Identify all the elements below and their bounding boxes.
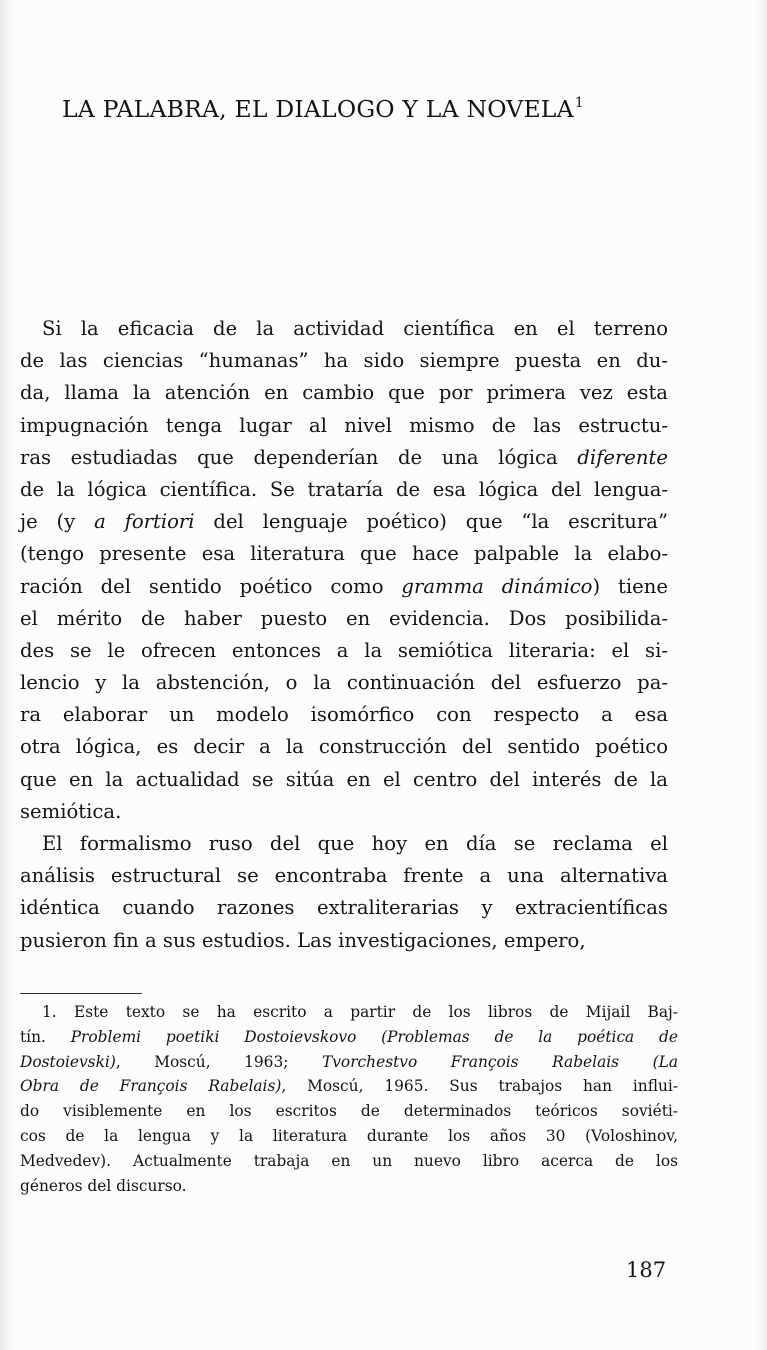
chapter-title: [62, 95, 702, 123]
footnote-line: géneros del discurso.: [20, 1176, 187, 1195]
footnote-segment: tín.: [20, 1027, 71, 1046]
footnote-line: Medvedev). Actualmente trabaja en un nuevo libro acerca de los: [20, 1151, 678, 1170]
body-line: de las ciencias “humanas” ha sido siempre puesta en du-: [20, 349, 668, 373]
body-line: da, llama la atención en cambio que por primera vez esta: [20, 381, 668, 405]
body-line: semiótica.: [20, 799, 122, 823]
body-italic-segment: gramma dinámico: [401, 574, 593, 598]
footnote-divider: [20, 993, 142, 994]
footnote-italic-segment: Dostoievski): [20, 1052, 116, 1071]
page-number: 187: [626, 1258, 667, 1282]
footnote-segment: , Moscú, 1965. Sus trabajos han influi-: [281, 1077, 678, 1096]
body-line: ra elaborar un modelo isomórfico con respecto a esa: [20, 703, 668, 727]
body-segment: je (y: [20, 510, 95, 534]
body-line: idéntica cuando razones extraliterarias y extracientíficas: [20, 896, 668, 920]
body-segment: del lenguaje poético) que “la escritura”: [194, 510, 668, 534]
body-line: lencio y la abstención, o la continuación del esfuerzo pa-: [20, 671, 668, 695]
body-line: des se le ofrecen entonces a la semiótica literaria: el si-: [20, 638, 668, 662]
body-italic-segment: diferente: [577, 445, 668, 469]
body-line: pusieron fin a sus estudios. Las investigaciones, empero,: [20, 928, 586, 952]
body-line: [20, 442, 668, 474]
footnote-segment: , Moscú, 1963;: [115, 1052, 322, 1071]
body-line: que en la actualidad se sitúa en el centro del interés de la: [20, 767, 668, 791]
footnote: [20, 1000, 678, 1198]
body-segment: ras estudiadas que dependerían de una lógica: [20, 445, 578, 469]
title-footnote-marker: 1: [574, 95, 584, 111]
body-line: otra lógica, es decir a la construcción del sentido poético: [20, 735, 668, 759]
body-segment: ración del sentido poético como: [20, 574, 402, 598]
footnote-italic-segment: Obra de François Rabelais): [20, 1077, 282, 1096]
body-line: [20, 506, 668, 538]
body-line: impugnación tenga lugar al nivel mismo de las estructu-: [20, 413, 668, 437]
body-line: El formalismo ruso del que hoy en día se reclama el: [42, 832, 668, 855]
body-line: de la lógica científica. Se trataría de esa lógica del lengua-: [20, 477, 668, 501]
body-italic-segment: a fortiori: [94, 510, 195, 534]
footnote-italic-segment: Problemi poetiki Dostoievskovo (Problemas de la poética de: [70, 1027, 678, 1046]
footnote-line: cos de la lengua y la literatura durante los años 30 (Voloshinov,: [20, 1126, 678, 1145]
body-line: (tengo presente esa literatura que hace palpable la elabo-: [20, 542, 668, 566]
body-segment: ) tiene: [592, 574, 668, 598]
footnote-line: 1. Este texto se ha escrito a partir de los libros de Mijail Baj-: [42, 1003, 678, 1021]
page-gutter-shadow: [0, 0, 16, 1350]
body-text: [20, 313, 668, 957]
body-line: Si la eficacia de la actividad científica en el terreno: [42, 317, 668, 340]
body-line: [20, 571, 668, 603]
body-line: el mérito de haber puesto en evidencia. Dos posibilida-: [20, 606, 668, 630]
body-line: análisis estructural se encontraba frente a una alternativa: [20, 864, 668, 888]
chapter-title-text: LA PALABRA, EL DIALOGO Y LA NOVELA: [62, 95, 574, 123]
footnote-line: [20, 1025, 678, 1050]
footnote-line: [20, 1050, 678, 1075]
footnote-line: [20, 1074, 678, 1099]
footnote-line: do visiblemente en los escritos de determinados teóricos soviéti-: [20, 1102, 678, 1121]
page-edge-shadow: [757, 0, 767, 1350]
footnote-italic-segment: Tvorchestvo François Rabelais (La: [321, 1052, 678, 1071]
